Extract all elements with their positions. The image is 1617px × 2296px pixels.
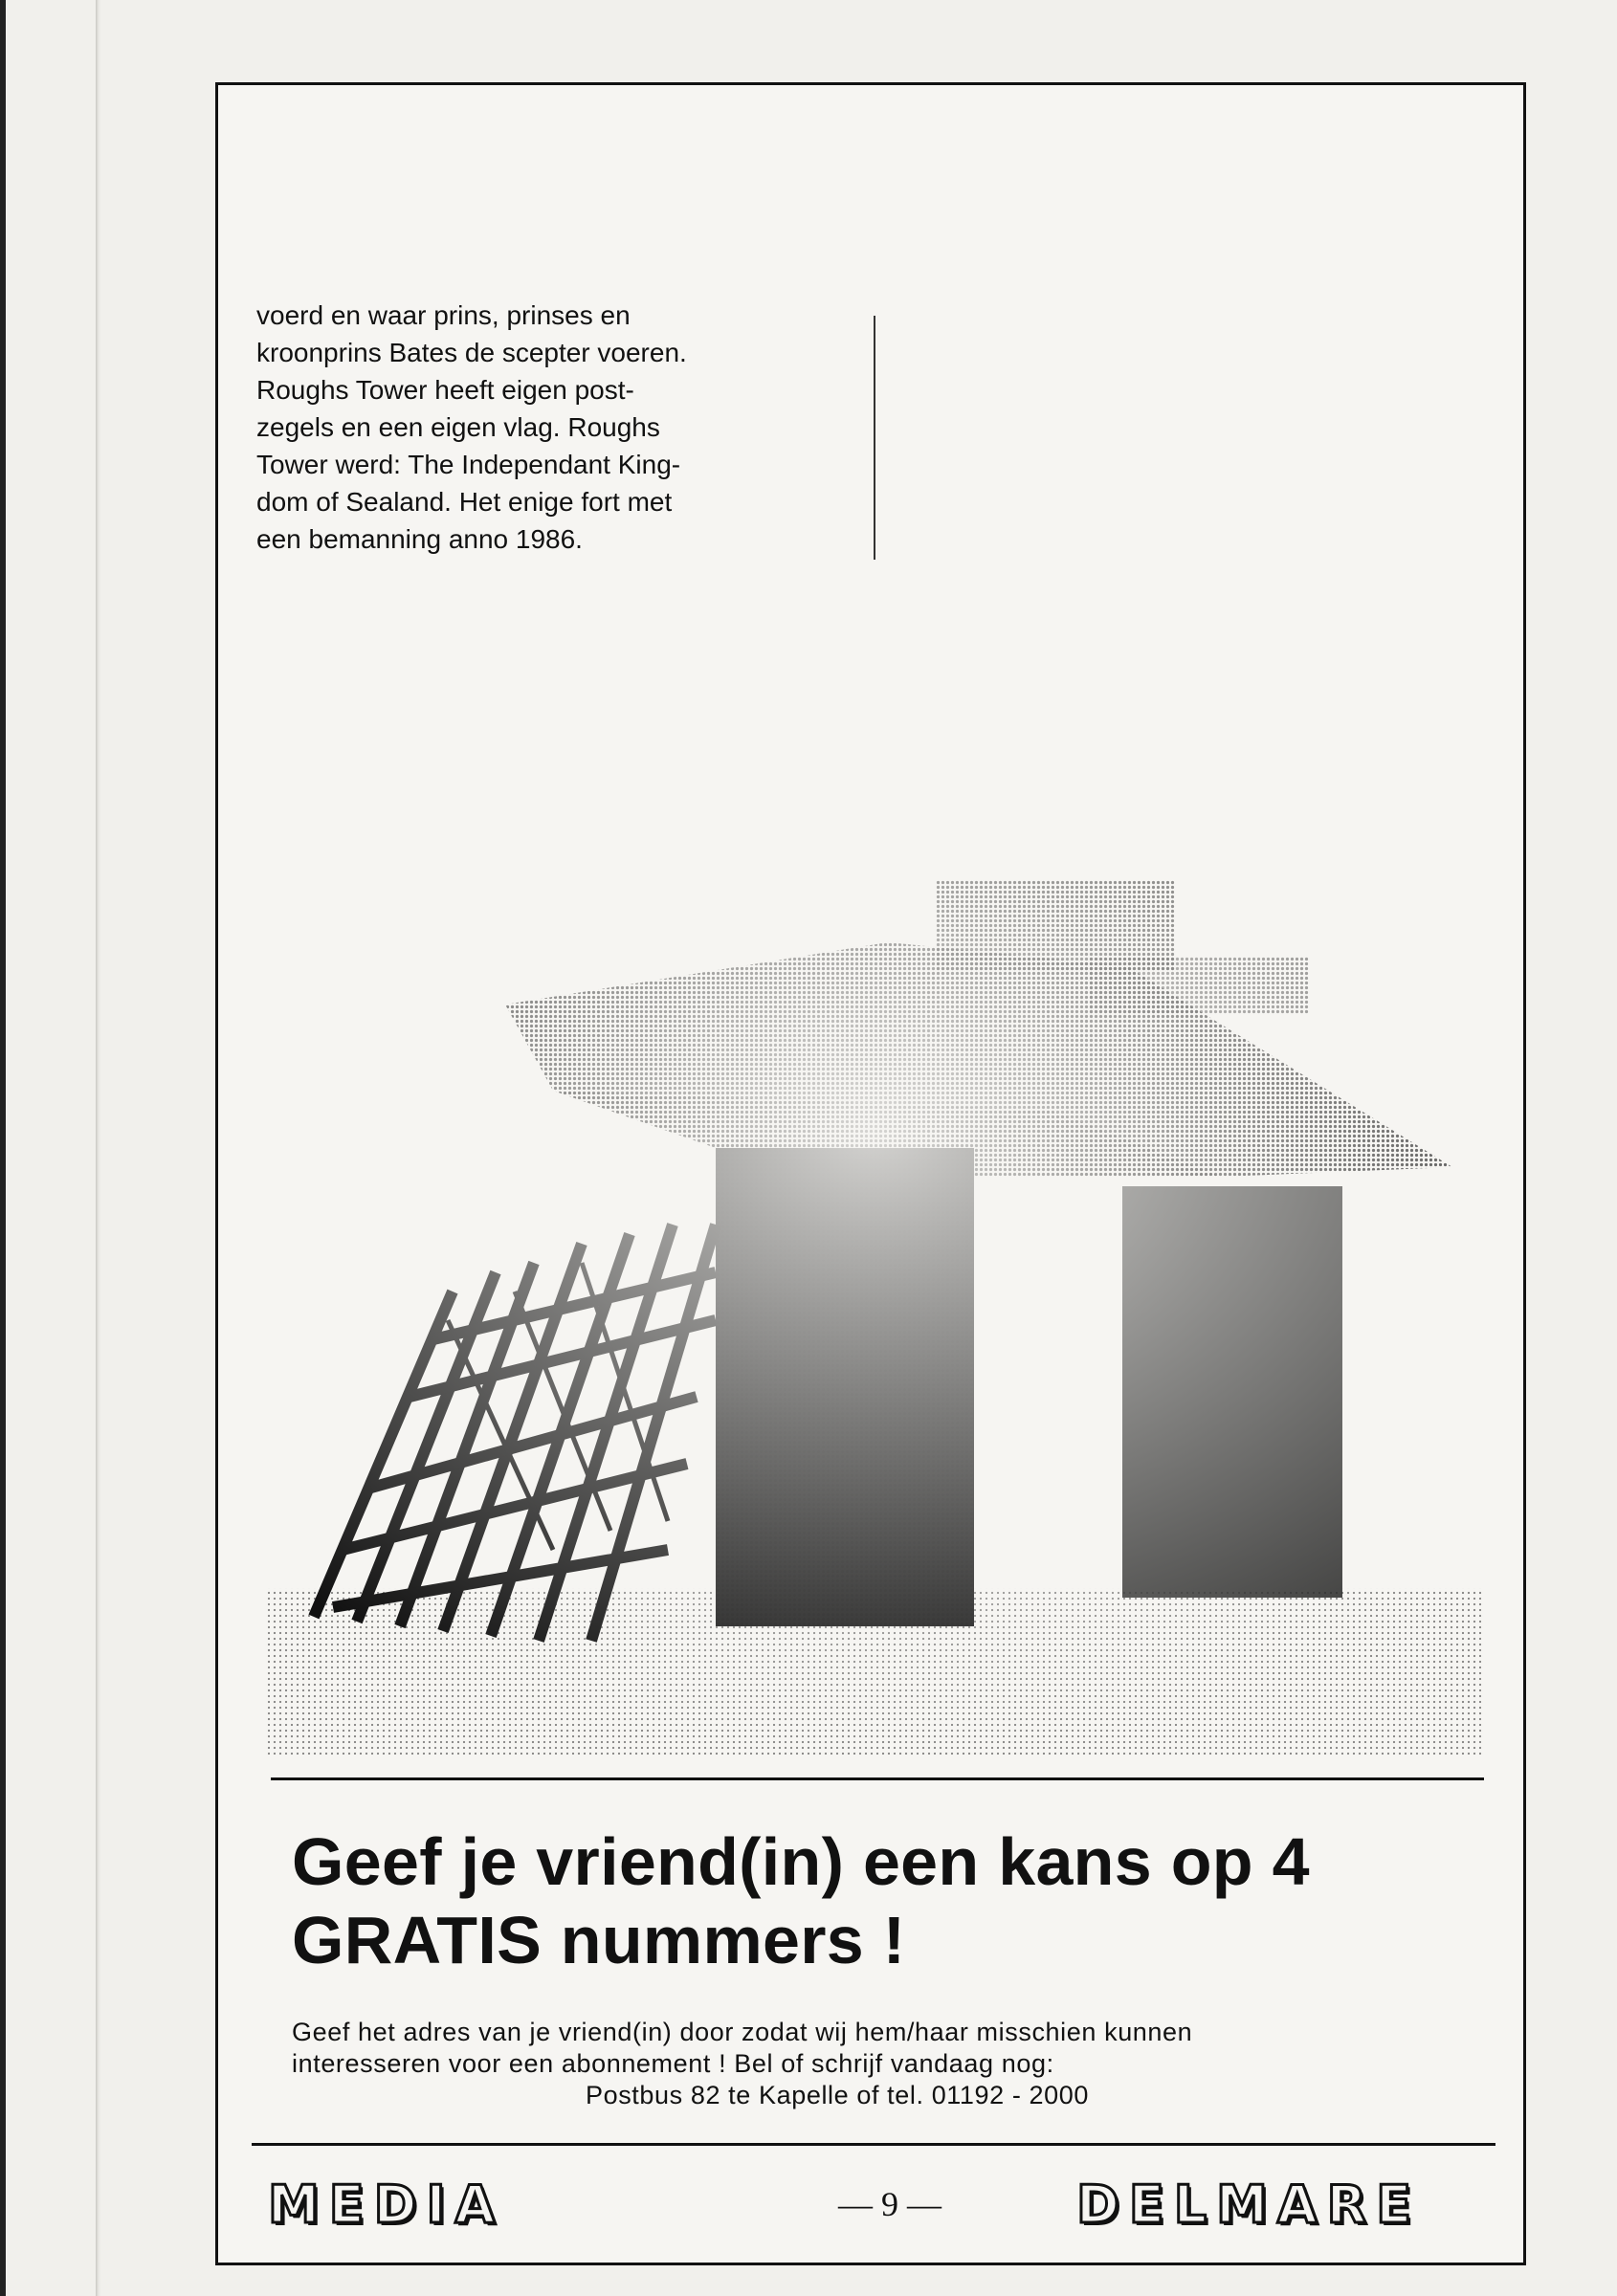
delmare-logo: DELMARE: [1076, 2175, 1422, 2235]
article-line: Roughs Tower heeft eigen post-: [256, 375, 634, 405]
article-line: kroonprins Bates de scepter voeren.: [256, 338, 687, 367]
article-line: een bemanning anno 1986.: [256, 524, 583, 554]
ad-headline: [292, 1822, 1521, 1979]
footer-rule: [252, 2143, 1495, 2146]
article-line: voerd en waar prins, prinses en: [256, 300, 631, 330]
ad-body: [292, 2017, 1517, 2111]
media-logo: MEDIA: [268, 2175, 505, 2235]
ad-headline-line: GRATIS nummers !: [292, 1903, 906, 1977]
page-fold-shadow: [96, 0, 101, 2296]
article-line: zegels en een eigen vlag. Roughs: [256, 412, 660, 442]
sea-fort-photo: [266, 861, 1481, 1755]
column-rule: [874, 316, 875, 560]
ad-body-line: Geef het adres van je vriend(in) door zodat wij hem/haar misschien kunnen: [292, 2018, 1193, 2046]
article-text: [256, 297, 854, 558]
binding-edge: [0, 0, 6, 2296]
page-number: — 9 —: [838, 2185, 941, 2223]
ad-contact: Postbus 82 te Kapelle of tel. 01192 - 2000: [585, 2081, 1090, 2109]
ad-headline-line: Geef je vriend(in) een kans op 4: [292, 1824, 1310, 1899]
article-line: dom of Sealand. Het enige fort met: [256, 487, 673, 517]
ad-body-line: interesseren voor een abonnement ! Bel of schrijf vandaag nog:: [292, 2049, 1054, 2078]
article-line: Tower werd: The Independant King-: [256, 450, 681, 479]
ad-top-rule: [271, 1777, 1484, 1780]
